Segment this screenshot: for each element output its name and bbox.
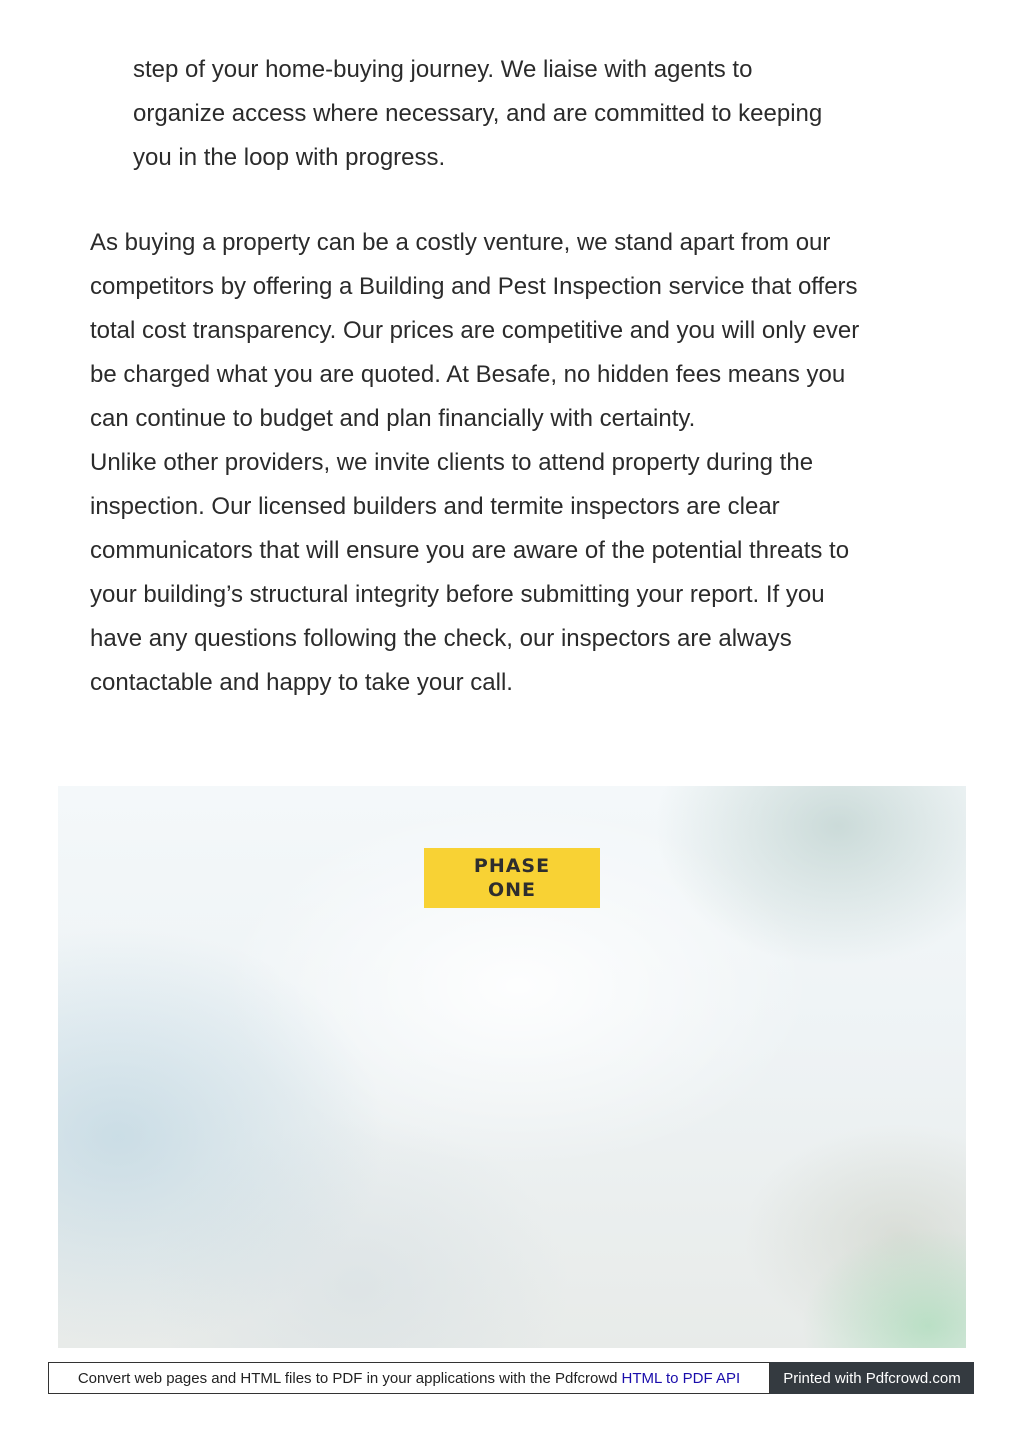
footer-promo (48, 1362, 770, 1394)
paragraph-line: communicators that will ensure you are aware of the potential threats to (90, 537, 850, 564)
printed-with-badge[interactable] (770, 1362, 974, 1394)
phase-badge-line1: PHASE (473, 855, 551, 877)
paragraph-line: As buying a property can be a costly venture, we stand apart from our (90, 229, 831, 256)
html-to-pdf-api-link[interactable]: HTML to PDF API (621, 1369, 741, 1387)
phase-badge-line2: ONE (487, 879, 537, 901)
intro-paragraph (133, 48, 913, 180)
body-content (90, 221, 950, 705)
paragraph-line: your building’s structural integrity before submitting your report. If you (90, 581, 825, 608)
paragraph-line: have any questions following the check, our inspectors are always (90, 625, 792, 652)
phase-hero-image (58, 786, 966, 1348)
paragraph-line: inspection. Our licensed builders and termite inspectors are clear (90, 493, 780, 520)
paragraph-line: can continue to budget and plan financially with certainty. (90, 405, 696, 432)
intro-line: step of your home-buying journey. We liaise with agents to (133, 56, 753, 83)
paragraph-line: competitors by offering a Building and Pest Inspection service that offers (90, 273, 858, 300)
paragraph-line: be charged what you are quoted. At Besafe, no hidden fees means you (90, 361, 846, 388)
intro-line: organize access where necessary, and are committed to keeping (133, 100, 823, 127)
cost-transparency-paragraph (90, 221, 950, 441)
phase-one-badge (424, 848, 600, 908)
footer-promo-text: Convert web pages and HTML files to PDF in your applications with the Pdfcrowd (77, 1369, 618, 1387)
attend-inspection-paragraph (90, 441, 950, 705)
paragraph-line: total cost transparency. Our prices are competitive and you will only ever (90, 317, 860, 344)
pdfcrowd-footer (48, 1362, 974, 1394)
printed-with-label: Printed with Pdfcrowd.com (783, 1369, 961, 1387)
paragraph-line: Unlike other providers, we invite clients to attend property during the (90, 449, 814, 476)
intro-line: you in the loop with progress. (133, 144, 446, 171)
paragraph-line: contactable and happy to take your call. (90, 669, 513, 696)
